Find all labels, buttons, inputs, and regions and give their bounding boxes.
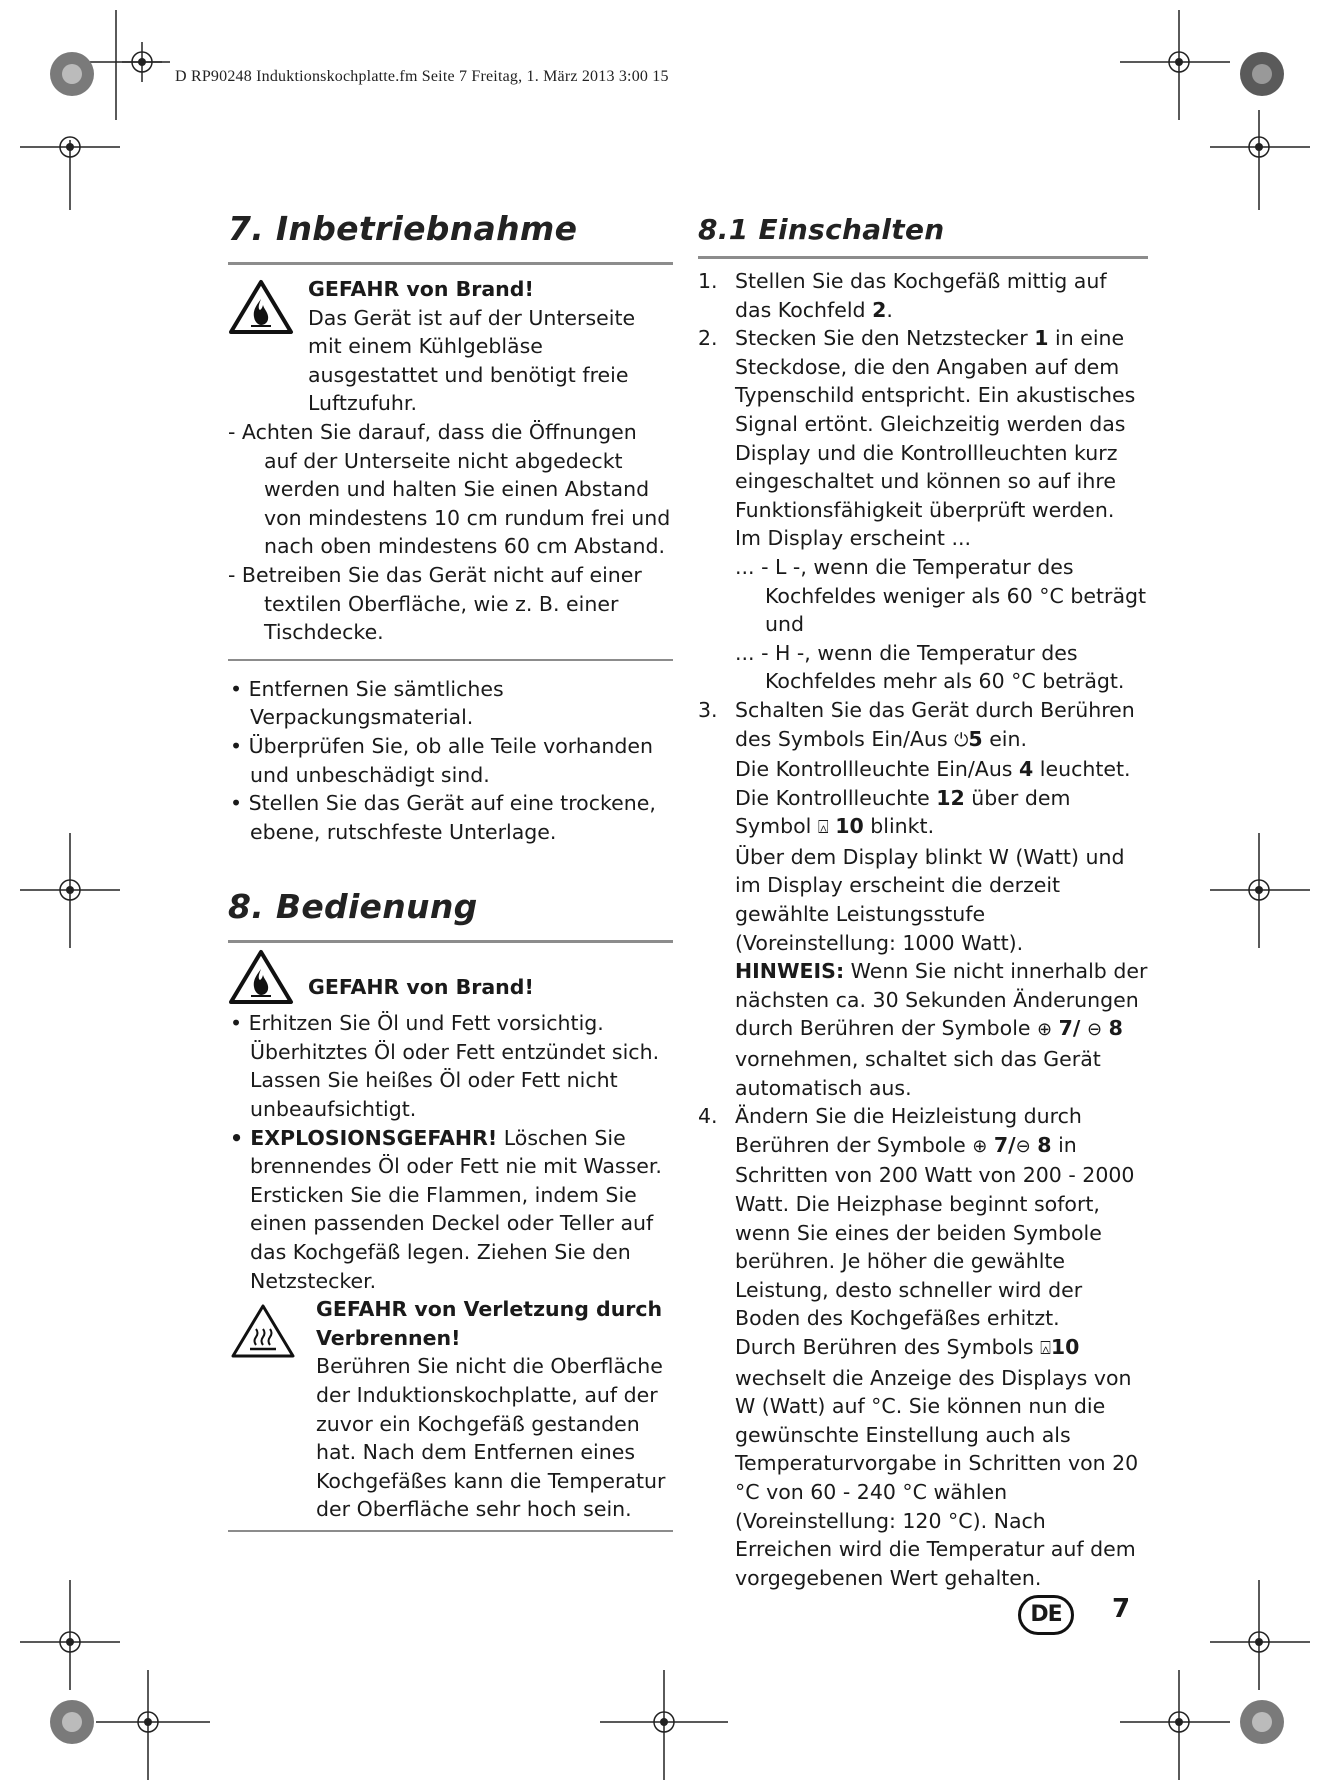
ref-number: 10 — [835, 814, 864, 839]
divider — [228, 1530, 673, 1532]
step-text: über dem Symbol — [735, 785, 1071, 839]
ref-number: 4 — [1019, 757, 1034, 782]
step-text: Über dem Display blinkt W (Watt) und im Display erscheint die derzeit gewählte Leistungsstufe (Voreinstellung: 1000 Watt). — [735, 844, 1125, 955]
ref-number: 5 — [968, 726, 983, 751]
minus-icon: ⊖ — [1015, 1135, 1031, 1157]
separator: / — [1008, 1132, 1016, 1157]
step-text: in eine Steckdose, die den Angaben auf dem Typenschild entspricht. Ein akustisches Signal ertönt. Gleichzeitig werden das Display und die Kontrollleuchten kurz eingeschaltet und können so auf ihre Funktionsfähigkeit überprüft werden. — [735, 326, 1136, 522]
ref-number: 2 — [872, 297, 887, 322]
step-text: in Schritten von 200 Watt von 200 - 2000 Watt. Die Heizphase beginnt sofort, wenn Sie eines der beiden Symbole berühren. Je höher die gewählte Leistung, desto schneller wird der Boden des Kochgefäßes erhitzt. — [735, 1132, 1135, 1331]
display-state: ... - H -, wenn die Temperatur des Kochfeldes mehr als 60 °C beträgt. — [735, 640, 1125, 694]
fire-warning-icon — [228, 279, 294, 335]
step-text: Im Display erscheint ... — [735, 526, 972, 551]
divider — [228, 262, 673, 265]
warning-text: Das Gerät ist auf der Unterseite mit einem Kühlgebläse ausgestattet und benötigt freie Luftzufuhr. — [308, 305, 636, 416]
minus-icon: ⊖ — [1086, 1019, 1103, 1041]
ref-number: 7 — [1058, 1016, 1073, 1041]
page-number: 7 — [1112, 1594, 1131, 1624]
separator: / — [1072, 1016, 1081, 1041]
step-number: 2. — [698, 326, 718, 351]
step-3 — [698, 696, 1148, 1102]
section-8-1-title: 8.1 Einschalten — [698, 213, 945, 246]
display-state: ... - L -, wenn die Temperatur des Kochfeldes weniger als 60 °C beträgt und — [735, 554, 1147, 637]
divider — [228, 659, 673, 661]
fire-warning — [228, 275, 673, 418]
fire-warning-icon — [228, 949, 294, 1005]
step-text: Die Kontrollleuchte Ein/Aus — [735, 757, 1020, 782]
step-text: Stellen Sie das Kochgefäß mittig auf das Kochfeld — [735, 269, 1107, 322]
step-text: wechselt die Anzeige des Displays von W (Watt) auf °C. Sie können nun die gewünschte Einstellung auch als Temperaturvorgabe in Schritten von 20 °C von 60 - 240 °C wählen (Voreinstellung: 120 °C). Nach Erreichen wird die Temperatur auf dem vorgegebenen Wert gehalten. — [735, 1365, 1139, 1590]
ref-number: 8 — [1037, 1132, 1052, 1157]
step-text: blinkt. — [863, 814, 935, 839]
temperature-watt-icon: ⍓ — [817, 817, 829, 839]
bullet-text: Löschen Sie brennendes Öl oder Fett nie mit Wasser. Ersticken Sie die Flammen, indem Sie einen passenden Deckel oder Teller auf das Kochgefäß legen. Ziehen Sie den Netzstecker. — [250, 1125, 662, 1293]
step-2 — [698, 324, 1148, 696]
steps-list — [698, 267, 1148, 1592]
file-header: D RP90248 Induktionskochplatte.fm Seite 7 Freitag, 1. März 2013 3:00 15 — [175, 68, 669, 85]
warning-title: GEFAHR von Brand! — [308, 277, 534, 301]
ref-number: 10 — [1050, 1334, 1080, 1359]
hint-text: Wenn Sie nicht innerhalb der nächsten ca. 30 Sekunden Änderungen durch Berühren der Symbole — [735, 959, 1148, 1041]
hot-surface-warning-icon — [230, 1303, 296, 1359]
divider — [228, 940, 673, 943]
divider — [698, 256, 1148, 259]
step-text: Schalten Sie das Gerät durch Berühren des Symbols Ein/Aus — [735, 697, 1135, 751]
dash-item: - Achten Sie darauf, dass die Öffnungen auf der Unterseite nicht abgedeckt werden und halten Sie einen Abstand von mindestens 10 cm rundum frei und nach oben mindestens 60 cm Abstand. — [228, 419, 671, 559]
step-number: 1. — [698, 269, 718, 293]
warning-title: GEFAHR von Brand! — [308, 975, 534, 1000]
bullet-item: • Entfernen Sie sämtliches Verpackungsmaterial. — [230, 676, 504, 730]
ref-number: 7 — [993, 1132, 1009, 1157]
explosion-label: • EXPLOSIONSGEFAHR! — [230, 1125, 498, 1150]
step-text: leuchtet. — [1033, 757, 1131, 782]
language-badge: DE — [1018, 1595, 1074, 1635]
ref-number: 8 — [1108, 1016, 1123, 1041]
step-4 — [698, 1102, 1148, 1592]
step-text: Durch Berühren des Symbols — [735, 1334, 1041, 1359]
warning-text: Berühren Sie nicht die Oberfläche der Induktionskochplatte, auf der zuvor ein Kochgefäß gestanden hat. Nach dem Entfernen eines Kochgefäßes kann die Temperatur der Oberfläche sehr hoch sein. — [316, 1354, 666, 1522]
step-text: Ändern Sie die Heizleistung durch Berühren der Symbole — [735, 1104, 1082, 1157]
section-7-title: 7. Inbetriebnahme — [228, 209, 578, 248]
step-text: . — [886, 297, 893, 322]
step-text: ein. — [982, 726, 1028, 751]
step-number: 3. — [698, 697, 718, 722]
bullet-item — [228, 1124, 673, 1296]
hint-text: vornehmen, schaltet sich das Gerät automatisch aus. — [735, 1047, 1101, 1100]
power-icon: ⏻ — [954, 729, 969, 751]
fire-warning — [228, 959, 673, 1009]
burn-warning — [228, 1295, 673, 1524]
right-column — [698, 206, 1148, 1592]
step-text: Stecken Sie den Netzstecker — [735, 326, 1035, 351]
ref-number: 12 — [936, 785, 965, 810]
bullet-item: • Erhitzen Sie Öl und Fett vorsichtig. Überhitztes Öl oder Fett entzündet sich. Lassen Sie heißes Öl oder Fett nicht unbeaufsichtigt. — [230, 1011, 660, 1122]
step-number: 4. — [698, 1104, 718, 1129]
warning-title: GEFAHR von Verletzung durch Verbrennen! — [316, 1297, 663, 1350]
section-8-title: 8. Bedienung — [228, 887, 478, 927]
hint-label: HINWEIS: — [735, 959, 845, 984]
bullet-item: • Stellen Sie das Gerät auf eine trockene, ebene, rutschfeste Unterlage. — [230, 791, 656, 844]
left-column — [228, 206, 673, 1542]
step-text: Die Kontrollleuchte — [735, 785, 937, 810]
step-1 — [698, 267, 1148, 324]
ref-number: 1 — [1034, 326, 1049, 351]
language-badge-wrap — [1018, 1595, 1074, 1635]
plus-icon: ⊕ — [1037, 1019, 1053, 1041]
dash-item: - Betreiben Sie das Gerät nicht auf einer textilen Oberfläche, wie z. B. einer Tischdecke. — [228, 562, 642, 645]
plus-icon: ⊕ — [972, 1135, 988, 1157]
temperature-watt-icon: ⍓ — [1040, 1337, 1051, 1359]
bullet-item: • Überprüfen Sie, ob alle Teile vorhanden und unbeschädigt sind. — [230, 733, 654, 787]
